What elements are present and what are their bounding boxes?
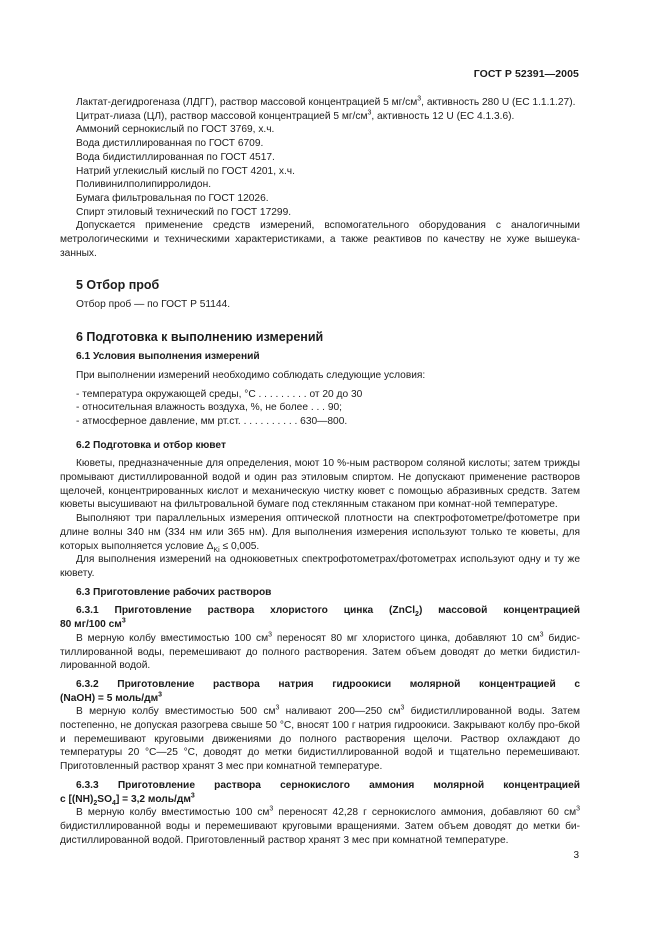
- reagent-item: Бумага фильтровальная по ГОСТ 12026.: [76, 192, 269, 204]
- section-6-3-2-text: В мерную колбу вместимостью 500 $см^3$ наливают 200—250 $см^3$ бидистиллированной воды. Затем постепенно, не допуская разогрева свыше 50 °С, вносят 100 г натрия гидроокиси. Закрывают колбу про-бкой и перемешивают круговыми движениями до полного растворения щелочи. Раствор охлаждают до температуры 20 °С—25 °С, доводят до метки бидистиллированной водой и тщательно перемешивают. Приготовленный раствор хранят 3 мес при комнатной температуре.: [60, 704, 580, 773]
- section-6-3-3-title-cont: с $[(NH)_2SO_4] = 3,2$ моль/$дм^3$: [60, 792, 195, 807]
- reagent-item: Спирт этиловый технический по ГОСТ 17299.: [76, 206, 292, 218]
- section-6-3-title: 6.3 Приготовление рабочих растворов: [76, 586, 272, 598]
- reagent-item: Поливинилполипирролидон.: [76, 179, 212, 191]
- reagent-item: Вода бидистиллированная по ГОСТ 4517.: [76, 151, 275, 163]
- section-6-1-intro: При выполнении измерений необходимо соблюдать следующие условия:: [76, 369, 426, 381]
- reagent-cl: Цитрат-лиазa (ЦЛ), раствор массовой концентрацией 5 $мг/см^3$, активность 12 U (ЕС 4.1.3.6).: [76, 109, 515, 122]
- document-content: [60, 96, 580, 847]
- section-6-3-1-text: В мерную колбу вместимостью 100 $см^3$ переносят 80 мг хлористого цинка, добавляют 10 $см^3$ бидис-тиллированной воды, перемешивают до полного растворения. Затем объем доводят до метки бидистил-лированной водой.: [60, 631, 581, 672]
- section-6-1-title: 6.1 Условия выполнения измерений: [76, 351, 260, 363]
- section-6-3-2-title-cont: (NaOH) = 5 моль/$дм^3$: [60, 691, 163, 704]
- reagent-ldg: Лактат-дегидрогеназа (ЛДГГ), раствор массовой концентрацией 5 $мг/см^3$, активность 280 U (ЕС 1.1.1.27).: [76, 95, 576, 108]
- reagent-item: Аммоний сернокислый по ГОСТ 3769, х.ч.: [76, 124, 275, 136]
- section-6-3-1-title: 6.3.1 Приготовление раствора хлористого цинка (ZnCl$_2$) массовой концентрацией: [76, 605, 581, 619]
- section-6-title: 6 Подготовка к выполнению измерений: [76, 330, 324, 345]
- condition-humidity: - относительная влажность воздуха, %, не более . . . 90;: [76, 402, 342, 414]
- section-5-title: 5 Отбор проб: [76, 278, 160, 293]
- reagent-item: Вода дистиллированная по ГОСТ 6709.: [76, 138, 264, 150]
- page-number: 3: [573, 850, 579, 861]
- section-6-2-title: 6.2 Подготовка и отбор кювет: [76, 439, 226, 451]
- reagent-item: Натрий углекислый кислый по ГОСТ 4201, х.ч.: [76, 165, 295, 177]
- section-6-3-2-title: 6.3.2 Приготовление раствора натрия гидроокиси молярной концентрацией с: [76, 678, 580, 690]
- section-6-2-paragraph: Кюветы, предназначенные для определения, моют 10 %-ным раствором соляной кислоты; затем трижды промывают дистиллированной водой и один раз этиловым спиртом. Не допускают применение растворов щелочей, концентрированных кислот и механическую чистку кювет с помощью абразивных средств. Затем кюветы высушивают на фильтровальной бумаге под стеклянным стаканом при комнат-ной температуре.: [60, 458, 580, 511]
- condition-temperature: - температура окружающей среды, °С . . . . . . . . . от 20 до 30: [76, 388, 363, 400]
- section-6-2-paragraph: Для выполнения измерений на однокюветных спектрофотометрах/фотометрах используют одну и ту же кювету.: [60, 554, 580, 579]
- section-6-2-paragraph: Выполняют три параллельных измерения оптической плотности на спектрофотометре/фотометре при длине волны 340 нм (334 нм или 365 нм). Для выполнения измерения используют только те кюветы, для которых выполняется условие $\Delta_{Ki} \le 0,005$.: [60, 513, 580, 554]
- section-6-3-3-title: 6.3.3 Приготовление раствора сернокислого аммония молярной концентрацией: [76, 779, 580, 791]
- allowed-substitutes: Допускается применение средств измерений, вспомогательного оборудования с аналогичными метрологическими и техническими характеристиками, а также реактивов по качеству не хуже вышеука-занных.: [60, 220, 580, 259]
- condition-pressure: - атмосферное давление, мм рт.ст. . . . . . . . . . . 630—800.: [76, 415, 348, 427]
- section-6-3-3-text: В мерную колбу вместимостью 100 $см^3$ переносят 42,28 г сернокислого аммония, добавляют 60 $см^3$ бидистиллированной воды и перемешивают круговыми вращениями. Затем объем доводят до метки би-дистиллированной водой. Приготовленный раствор хранят 3 мес при комнатной температуре.: [60, 805, 580, 846]
- section-6-3-1-title-cont: 80 мг/100 $см^3$: [60, 617, 126, 631]
- standard-header: ГОСТ Р 52391—2005: [473, 68, 579, 80]
- section-5-text: Отбор проб — по ГОСТ Р 51144.: [76, 299, 231, 311]
